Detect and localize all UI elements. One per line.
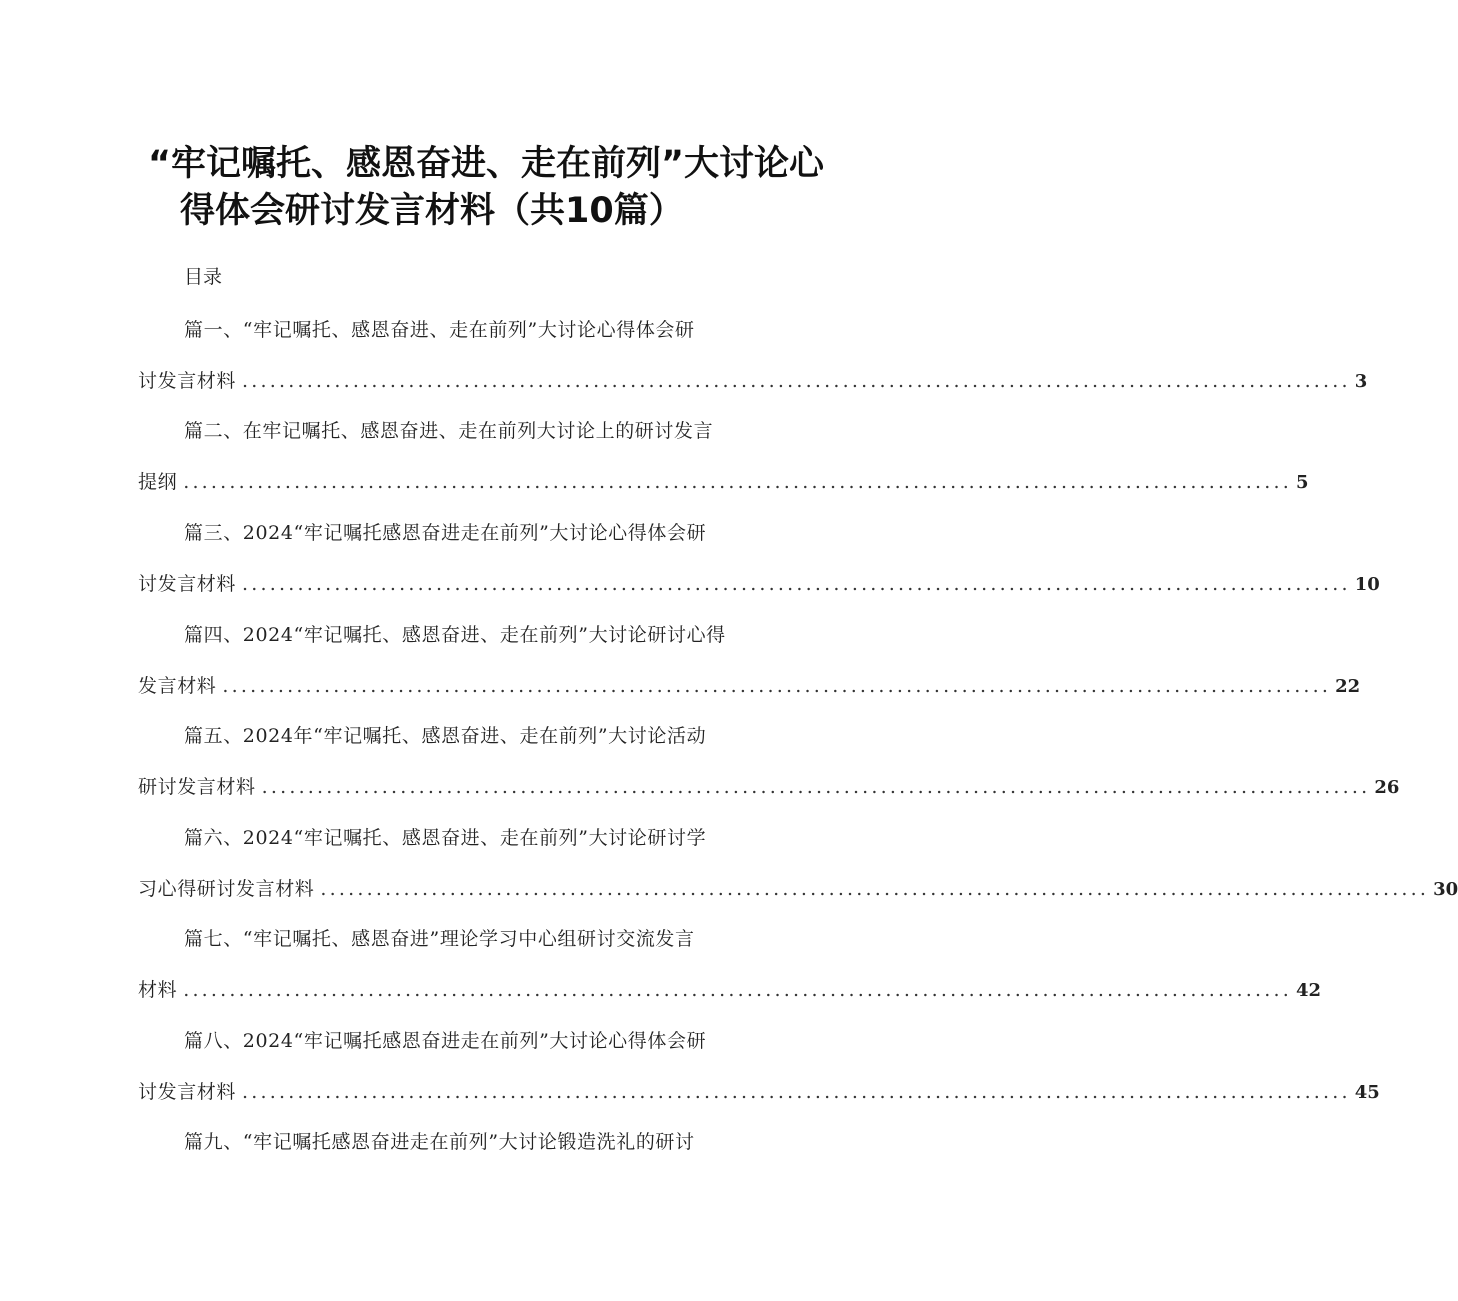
toc-entry-title-continued: 提纲 — [138, 471, 178, 493]
toc-dot-leader: ........................................................................................................................ — [242, 573, 1351, 595]
toc-dot-leader: ........................................................................................................................ — [183, 979, 1292, 1001]
toc-entry-continuation-line — [138, 1077, 1380, 1104]
toc-page-number: 10 — [1354, 574, 1380, 595]
toc-entry-title-continued: 发言材料 — [138, 675, 217, 697]
toc-page-number: 3 — [1354, 371, 1368, 392]
toc-entry-title: 篇四、2024“牢记嘱托、感恩奋进、走在前列”大讨论研讨心得 — [184, 624, 726, 646]
toc-entry-continuation-line — [138, 772, 1400, 799]
toc-dot-leader: ........................................................................................................................ — [242, 370, 1351, 392]
toc-entry-title-continued: 讨发言材料 — [138, 370, 237, 392]
toc-page-number: 45 — [1354, 1082, 1380, 1103]
toc-page-number: 30 — [1433, 879, 1458, 900]
toc-entry-title-continued: 讨发言材料 — [138, 573, 237, 595]
toc-entry-continuation-line — [138, 874, 1458, 901]
toc-entry-title: 篇八、2024“牢记嘱托感恩奋进走在前列”大讨论心得体会研 — [184, 1030, 707, 1052]
toc-entry-title: 篇一、“牢记嘱托、感恩奋进、走在前列”大讨论心得体会研 — [184, 319, 695, 341]
toc-page-number: 42 — [1295, 980, 1322, 1001]
toc-dot-leader: ........................................................................................................................ — [320, 878, 1430, 900]
toc-entry-title: 篇二、在牢记嘱托、感恩奋进、走在前列大讨论上的研讨发言 — [184, 420, 714, 442]
toc-page-number: 26 — [1374, 777, 1400, 798]
toc-dot-leader: ........................................................................................................................ — [261, 776, 1371, 798]
document-title-line-2: 得体会研讨发言材料（共10篇） — [180, 191, 684, 231]
toc-entry-continuation-line — [138, 975, 1322, 1002]
toc-entry-continuation-line — [138, 671, 1361, 698]
toc-entry-continuation-line — [138, 366, 1368, 393]
document-title-line-1: “牢记嘱托、感恩奋进、走在前列”大讨论心 — [148, 144, 825, 184]
toc-entry-title: 篇五、2024年“牢记嘱托、感恩奋进、走在前列”大讨论活动 — [184, 725, 707, 747]
toc-entry-title-continued: 讨发言材料 — [138, 1081, 237, 1103]
toc-page-number: 22 — [1335, 676, 1361, 697]
toc-entry-title: 篇九、“牢记嘱托感恩奋进走在前列”大讨论锻造洗礼的研讨 — [184, 1131, 695, 1153]
toc-entry-title-continued: 习心得研讨发言材料 — [138, 878, 315, 900]
toc-entry-title: 篇七、“牢记嘱托、感恩奋进”理论学习中心组研讨交流发言 — [184, 928, 695, 950]
toc-entry-title: 篇六、2024“牢记嘱托、感恩奋进、走在前列”大讨论研讨学 — [184, 827, 707, 849]
toc-dot-leader: ........................................................................................................................ — [222, 675, 1332, 697]
toc-heading: 目录 — [184, 266, 223, 288]
toc-entry-title-continued: 研讨发言材料 — [138, 776, 256, 798]
toc-dot-leader: ........................................................................................................................ — [242, 1081, 1351, 1103]
toc-dot-leader: ........................................................................................................................ — [183, 471, 1292, 493]
toc-entry-title: 篇三、2024“牢记嘱托感恩奋进走在前列”大讨论心得体会研 — [184, 522, 707, 544]
toc-page-number: 5 — [1295, 472, 1309, 493]
toc-entry-continuation-line — [138, 467, 1309, 494]
toc-entry-continuation-line — [138, 569, 1380, 596]
toc-entry-title-continued: 材料 — [138, 979, 178, 1001]
